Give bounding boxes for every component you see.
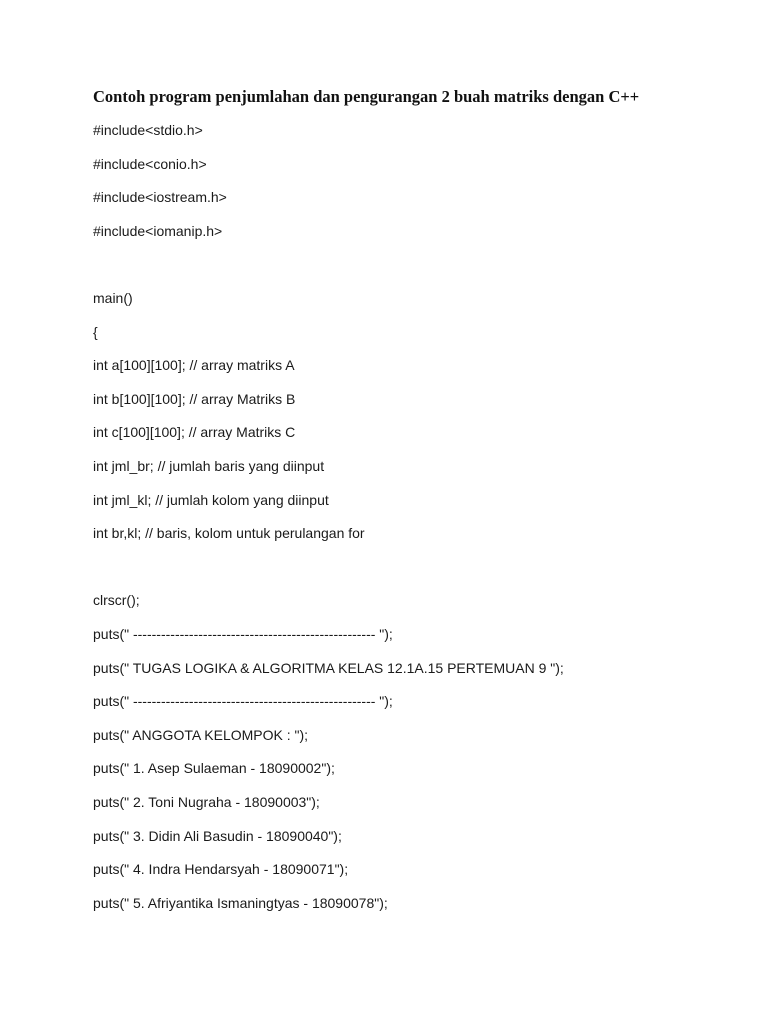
code-line-include-iomanip: #include<iomanip.h> [93,223,223,239]
code-line-puts-divider-bottom: puts(" ---------------------------------------------------- "); [93,693,393,709]
code-line-array-b: int b[100][100]; // array Matriks B [93,391,296,407]
document-title: Contoh program penjumlahan dan pengurangan 2 buah matriks dengan C++ [93,87,640,106]
code-line-br-kl: int br,kl; // baris, kolom untuk perulangan for [93,525,365,541]
code-line-include-conio: #include<conio.h> [93,156,207,172]
code-line-puts-member-2: puts(" 2. Toni Nugraha - 18090003"); [93,794,320,810]
code-line-puts-member-4: puts(" 4. Indra Hendarsyah - 18090071"); [93,861,349,877]
code-line-clrscr: clrscr(); [93,592,140,608]
code-line-puts-heading: puts(" TUGAS LOGIKA & ALGORITMA KELAS 12.1A.15 PERTEMUAN 9 "); [93,660,564,676]
code-line-include-iostream: #include<iostream.h> [93,189,227,205]
code-line-array-c: int c[100][100]; // array Matriks C [93,424,296,440]
code-line-puts-divider-top: puts(" ---------------------------------------------------- "); [93,626,393,642]
code-line-puts-member-1: puts(" 1. Asep Sulaeman - 18090002"); [93,760,335,776]
code-line-main: main() [93,290,133,306]
code-line-include-stdio: #include<stdio.h> [93,122,203,138]
code-line-array-a: int a[100][100]; // array matriks A [93,357,295,373]
code-line-open-brace: { [93,324,98,340]
code-line-puts-anggota: puts(" ANGGOTA KELOMPOK : "); [93,727,309,743]
code-line-jml-br: int jml_br; // jumlah baris yang diinput [93,458,325,474]
code-line-puts-member-5: puts(" 5. Afriyantika Ismaningtyas - 18090078"); [93,895,388,911]
code-line-puts-member-3: puts(" 3. Didin Ali Basudin - 18090040"); [93,828,342,844]
code-line-jml-kl: int jml_kl; // jumlah kolom yang diinput [93,492,329,508]
